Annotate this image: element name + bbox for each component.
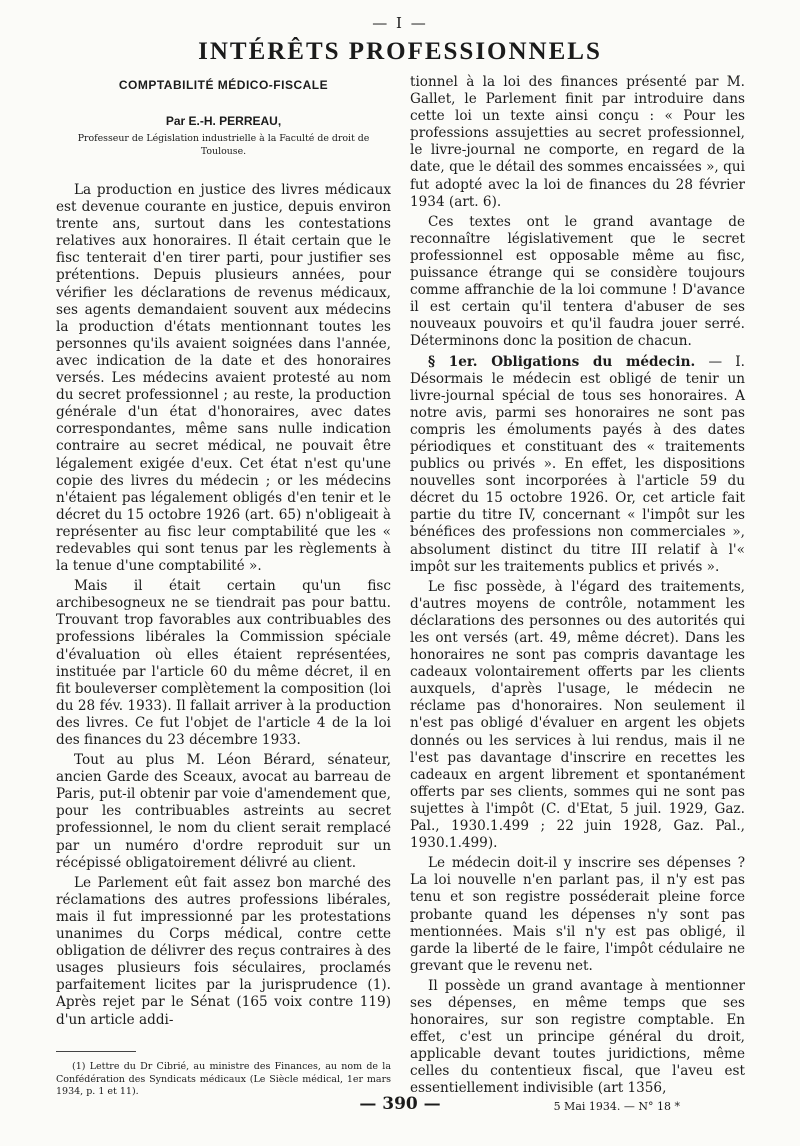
left-column [56,74,391,1108]
paragraph: Mais il était certain qu'un fisc archibesogneux ne se tiendrait pas pour battu. Trouvant trop favorables aux contribuables des professions libérales la Commission spéciale d'évaluation où elles étaient représentées, instituée par l'article 60 du même décret, il en fit bouleverser complètement la composition (loi du 28 fév. 1933). Il fallait arriver à la production des livres. Ce fut l'objet de l'article 4 de la loi des finances du 23 décembre 1933. [56,578,391,748]
paragraph: Le Parlement eût fait assez bon marché des réclamations des autres professions libérales, mais il fut impressionné par les protestations unanimes du Corps médical, contre cette obligation de délivrer des reçus contraires à des usages plusieurs fois séculaires, proclamés parfaitement licites par la jurisprudence (1). Après rejet par le Sénat (165 voix contre 119) d'un article addi- [56,874,391,1028]
paragraph: Ces textes ont le grand avantage de reconnaître législativement que le secret professionnel est opposable même au fisc, puissance étrange qui se considère toujours comme affranchie de la loi commune ! D'avance il est certain qu'il tentera d'abuser de ses nouveaux pouvoirs et qu'il faudra jouer serré. Déterminons donc la position de chacun. [410,213,745,350]
paragraph: Il possède un grand avantage à mentionner ses dépenses, en même temps que ses honoraires, sur son registre comptable. En effet, c'est un principe général du droit, applicable devant toutes juridictions, même celles du contentieux fiscal, que l'aveu est essentiellement indivisible (art 1356, [410,977,745,1097]
paragraph [410,354,745,576]
page-footer [0,1094,800,1118]
issue-date: 5 Mai 1934. — N° 18 * [553,1100,680,1113]
article-subtitle: COMPTABILITÉ MÉDICO-FISCALE [118,78,329,92]
paragraph: Le fisc possède, à l'égard des traitements, d'autres moyens de contrôle, notamment les déclarations des personnes ou des autorités qui les ont versés (art. 49, même décret). Dans les honoraires ne sont pas compris davantage les cadeaux volontairement offerts par les clients auxquels, d'après l'usage, le médecin ne réclame pas d'honoraires. Non seulement il n'est pas obligé d'évaluer en argent les objets donnés ou les services à lui rendus, mais il ne l'est pas davantage d'inscrire en recettes les cadeaux en argent librement et spontanément offerts par ses clients, sommes qui ne sont pas sujettes à l'impôt (C. d'Etat, 5 juil. 1929, Gaz. Pal., 1930.1.499 ; 22 juin 1928, Gaz. Pal., 1930.1.499). [410,578,745,852]
footnote: (1) Lettre du Dr Cibrié, au ministre des Finances, au nom de la Confédération des Syndicats médicaux (Le Siècle médical, 1er mars 1934, p. 1 et 11). [56,1061,391,1098]
article-author: Par E.-H. PERREAU, [165,114,282,128]
author-affiliation: Professeur de Législation industrielle à la Faculté de droit de Toulouse. [77,133,370,157]
paragraph: Le médecin doit-il y inscrire ses dépenses ? La loi nouvelle n'en parlant pas, il n'y est pas tenu et son registre posséderait pleine force probante quand les dépenses n'y sont pas mentionnées. Mais s'il n'y est pas obligé, il garde la liberté de le faire, l'impôt cédulaire ne grevant que le revenu net. [410,855,745,974]
paragraph: Tout au plus M. Léon Bérard, sénateur, ancien Garde des Sceaux, avocat au barreau de Paris, put-il obtenir par voie d'amendement que, pour les contribuables astreints au secret professionnel, le nom du client serait remplacé par un numéro d'ordre reproduit sur un récépissé obligatoirement délivré au client. [56,752,391,871]
right-column [410,74,745,1101]
footnote-divider [56,1051,136,1052]
section-number: — I — [372,14,428,32]
paragraph-text: — I. Désormais le médecin est obligé de tenir un livre-journal spécial de tous ses honoraires. A notre avis, parmi ses honoraires ne sont pas compris les émoluments payés à des dates périodiques et constituant des « traitements publics ou privés ». En effet, les dispositions nouvelles sont incorporées à l'article 59 du décret du 15 octobre 1926. Or, cet article fait partie du titre IV, concernant « l'impôt sur les bénéfices des professions non commerciales », absolument distinct du titre III relatif à l'« impôt sur les traitements publics et privés ». [410,353,745,575]
page-title: INTÉRÊTS PROFESSIONNELS [198,38,602,65]
paragraph: La production en justice des livres médicaux est devenue courante en justice, depuis environ trente ans, surtout dans les contestations relatives aux honoraires. Il était certain que le fisc tenterait d'en tirer parti, pour justifier ses prétentions. Depuis plusieurs années, pour vérifier les déclarations de revenus médicaux, ses agents demandaient souvent aux médecins la production d'états mentionnant toutes les personnes qu'ils avaient soignées dans l'année, avec indication de la date et des honoraires versés. Les médecins avaient protesté au nom du secret professionnel ; au reste, la production générale d'un état d'honoraires, avec dates correspondantes, même sans nulle indication contraire au secret médical, ne pouvait être légalement exigée d'eux. Cet état n'est qu'une copie des livres du médecin ; or les médecins n'étaient pas légalement obligés d'en tenir et le décret du 15 octobre 1926 (art. 65) n'obligeait à représenter au fisc leur comptabilité que les « redevables qui sont tenus par les règlements à la tenue d'une comptabilité ». [56,182,391,575]
page-number: — 390 — [359,1094,441,1114]
section-heading: § 1er. Obligations du médecin. [428,353,696,370]
paragraph: tionnel à la loi des finances présenté par M. Gallet, le Parlement finit par introduire dans cette loi un texte ainsi conçu : « Pour les professions assujetties au secret professionnel, le livre-journal ne comporte, en regard de la date, que le détail des sommes encaissées », qui fut adopté avec la loi de finances du 28 février 1934 (art. 6). [410,74,745,210]
